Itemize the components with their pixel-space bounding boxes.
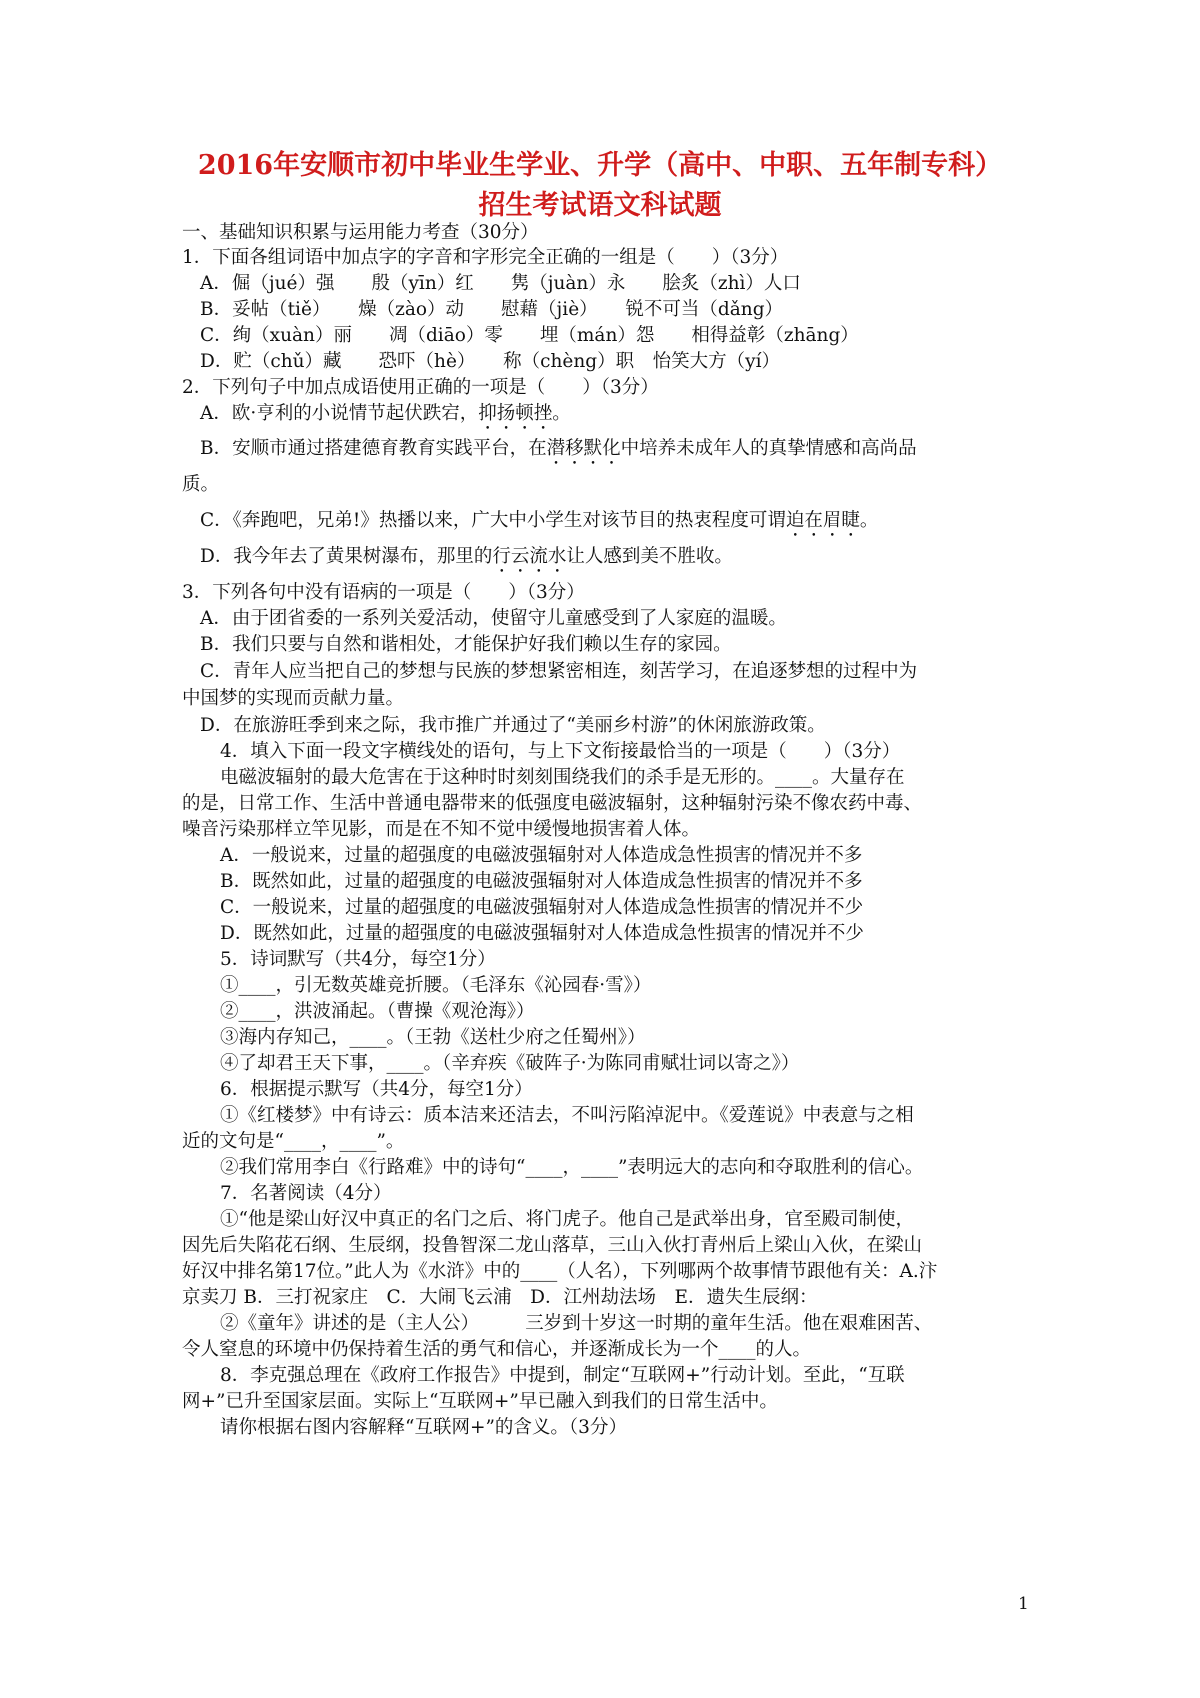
question-4-passage-line1: 电磁波辐射的最大危害在于这种时时刻刻围绕我们的杀手是无形的。____。大量存在	[220, 767, 905, 788]
option-text: 中培养未成年人的真挚情感和高尚品	[620, 438, 917, 459]
option-text: 。	[859, 510, 879, 531]
exam-title-line1: 2016年安顺市初中毕业生学业、升学（高中、中职、五年制专科）	[197, 150, 1003, 181]
option-text: D．我今年去了黄果树瀑布，那里的	[200, 546, 493, 567]
question-4-option-a: A．一般说来，过量的超强度的电磁波强辐射对人体造成急性损害的情况并不多	[220, 845, 863, 866]
page-number: 1	[1018, 1594, 1029, 1614]
question-5-stem: 5．诗词默写（共4分，每空1分）	[220, 949, 496, 970]
dotted-idiom: 抑扬顿挫	[478, 403, 553, 424]
question-3-option-c: C．青年人应当把自己的梦想与民族的梦想紧密相连，刻苦学习，在追逐梦想的过程中为	[200, 661, 918, 682]
question-2-option-b	[200, 437, 917, 469]
option-text: C．《奔跑吧，兄弟!》热播以来，广大中小学生对该节目的热衷程度可谓	[200, 510, 786, 531]
dotted-idiom: 行云流水	[492, 546, 567, 567]
question-2-stem: 2．下列句子中加点成语使用正确的一项是（ ）（3分）	[182, 377, 659, 398]
question-3-option-c-cont: 中国梦的实现而贡献力量。	[182, 688, 405, 709]
question-1-stem: 1．下面各组词语中加点字的字音和字形完全正确的一组是（ ）（3分）	[182, 247, 789, 268]
question-1-option-b: B．妥帖（tiě） 燥（zào）动 慰藉（jiè） 锐不可当（dǎng）	[200, 299, 784, 320]
question-2-option-d	[200, 545, 733, 577]
question-3-option-a: A．由于团省委的一系列关爱活动，使留守儿童感受到了人家庭的温暖。	[200, 608, 787, 629]
question-7-line3: 好汉中排名第17位。”此人为《水浒》中的____（人名），下列哪两个故事情节跟他有关：A.汴	[182, 1261, 938, 1282]
question-6-line3: ②我们常用李白《行路难》中的诗句“____，____”表明远大的志向和夺取胜利的信心。	[220, 1157, 924, 1178]
question-6-line2: 近的文句是“____，____”。	[182, 1131, 405, 1152]
question-3-option-d: D．在旅游旺季到来之际，我市推广并通过了“美丽乡村游”的休闲旅游政策。	[200, 715, 826, 736]
question-7-line6: 令人窒息的环境中仍保持着生活的勇气和信心，并逐渐成长为一个____的人。	[182, 1339, 812, 1360]
question-8-line1: 8．李克强总理在《政府工作报告》中提到，制定“互联网+”行动计划。至此，“互联	[220, 1365, 905, 1386]
question-5-line2: ②____，洪波涌起。（曹操《观沧海》）	[220, 1001, 535, 1022]
question-5-line3: ③海内存知己，____。（王勃《送杜少府之任蜀州》）	[220, 1027, 646, 1048]
question-3-option-b: B．我们只要与自然和谐相处，才能保护好我们赖以生存的家园。	[200, 634, 732, 655]
question-4-option-d: D．既然如此，过量的超强度的电磁波强辐射对人体造成急性损害的情况并不少	[220, 923, 864, 944]
question-8-line3: 请你根据右图内容解释“互联网+”的含义。（3分）	[220, 1417, 627, 1438]
question-4-option-b: B．既然如此，过量的超强度的电磁波强辐射对人体造成急性损害的情况并不多	[220, 871, 863, 892]
question-7-line4: 京卖刀 B．三打祝家庄 C．大闹飞云浦 D．江州劫法场 E．遗失生辰纲：	[182, 1287, 818, 1308]
dotted-idiom: 迫在眉睫	[785, 510, 860, 531]
question-2-option-c	[200, 509, 878, 541]
question-7-line1: ①“他是梁山好汉中真正的名门之后、将门虎子。他自己是武举出身，官至殿司制使，	[220, 1209, 914, 1230]
dotted-idiom: 潜移默化	[546, 438, 621, 459]
question-8-line2: 网+”已升至国家层面。实际上“互联网+”早已融入到我们的日常生活中。	[182, 1391, 778, 1412]
question-1-option-c: C．绚（xuàn）丽 凋（diāo）零 埋（mán）怨 相得益彰（zhāng）	[200, 325, 859, 346]
question-5-line1: ①____，引无数英雄竞折腰。（毛泽东《沁园春·雪》）	[220, 975, 652, 996]
question-5-line4: ④了却君王天下事，____。（辛弃疾《破阵子·为陈同甫赋壮词以寄之》）	[220, 1053, 800, 1074]
question-2-option-b-cont: 质。	[182, 474, 220, 495]
question-4-option-c: C．一般说来，过量的超强度的电磁波强辐射对人体造成急性损害的情况并不少	[220, 897, 864, 918]
question-3-stem: 3．下列各句中没有语病的一项是（ ）（3分）	[182, 582, 585, 603]
option-text: A．欧·亨利的小说情节起伏跌宕，	[200, 403, 479, 424]
question-7-stem: 7．名著阅读（4分）	[220, 1183, 392, 1204]
section-heading: 一、基础知识积累与运用能力考查（30分）	[182, 222, 539, 243]
question-7-line5: ②《童年》讲述的是（主人公） 三岁到十岁这一时期的童年生活。他在艰难困苦、	[220, 1313, 933, 1334]
question-1-option-a: A．倔（jué）强 殷（yīn）红 隽（juàn）永 脍炙（zhì）人口	[200, 273, 801, 294]
question-1-option-d: D．贮（chǔ）藏 恐吓（hè） 称（chèng）职 怡笑大方（yí）	[200, 351, 780, 372]
option-text: 。	[552, 403, 571, 424]
question-6-stem: 6．根据提示默写（共4分，每空1分）	[220, 1079, 533, 1100]
option-text: 让人感到美不胜收。	[566, 546, 733, 567]
question-4-passage-line3: 噪音污染那样立竿见影，而是在不知不觉中缓慢地损害着人体。	[182, 819, 701, 840]
question-4-stem: 4．填入下面一段文字横线处的语句，与上下文衔接最恰当的一项是（ ）（3分）	[220, 741, 901, 762]
question-6-line1: ①《红楼梦》中有诗云：质本洁来还洁去，不叫污陷淖泥中。《爱莲说》中表意与之相	[220, 1105, 914, 1126]
question-2-option-a	[200, 402, 571, 434]
exam-title-line2: 招生考试语文科试题	[478, 190, 722, 221]
question-4-passage-line2: 的是，日常工作、生活中普通电器带来的低强度电磁波辐射，这种辐射污染不像农药中毒、	[182, 793, 923, 814]
question-7-line2: 因先后失陷花石纲、生辰纲，投鲁智深二龙山落草，三山入伙打青州后上梁山入伙，在梁山	[182, 1235, 923, 1256]
option-text: B．安顺市通过搭建德育教育实践平台，在	[200, 438, 547, 459]
